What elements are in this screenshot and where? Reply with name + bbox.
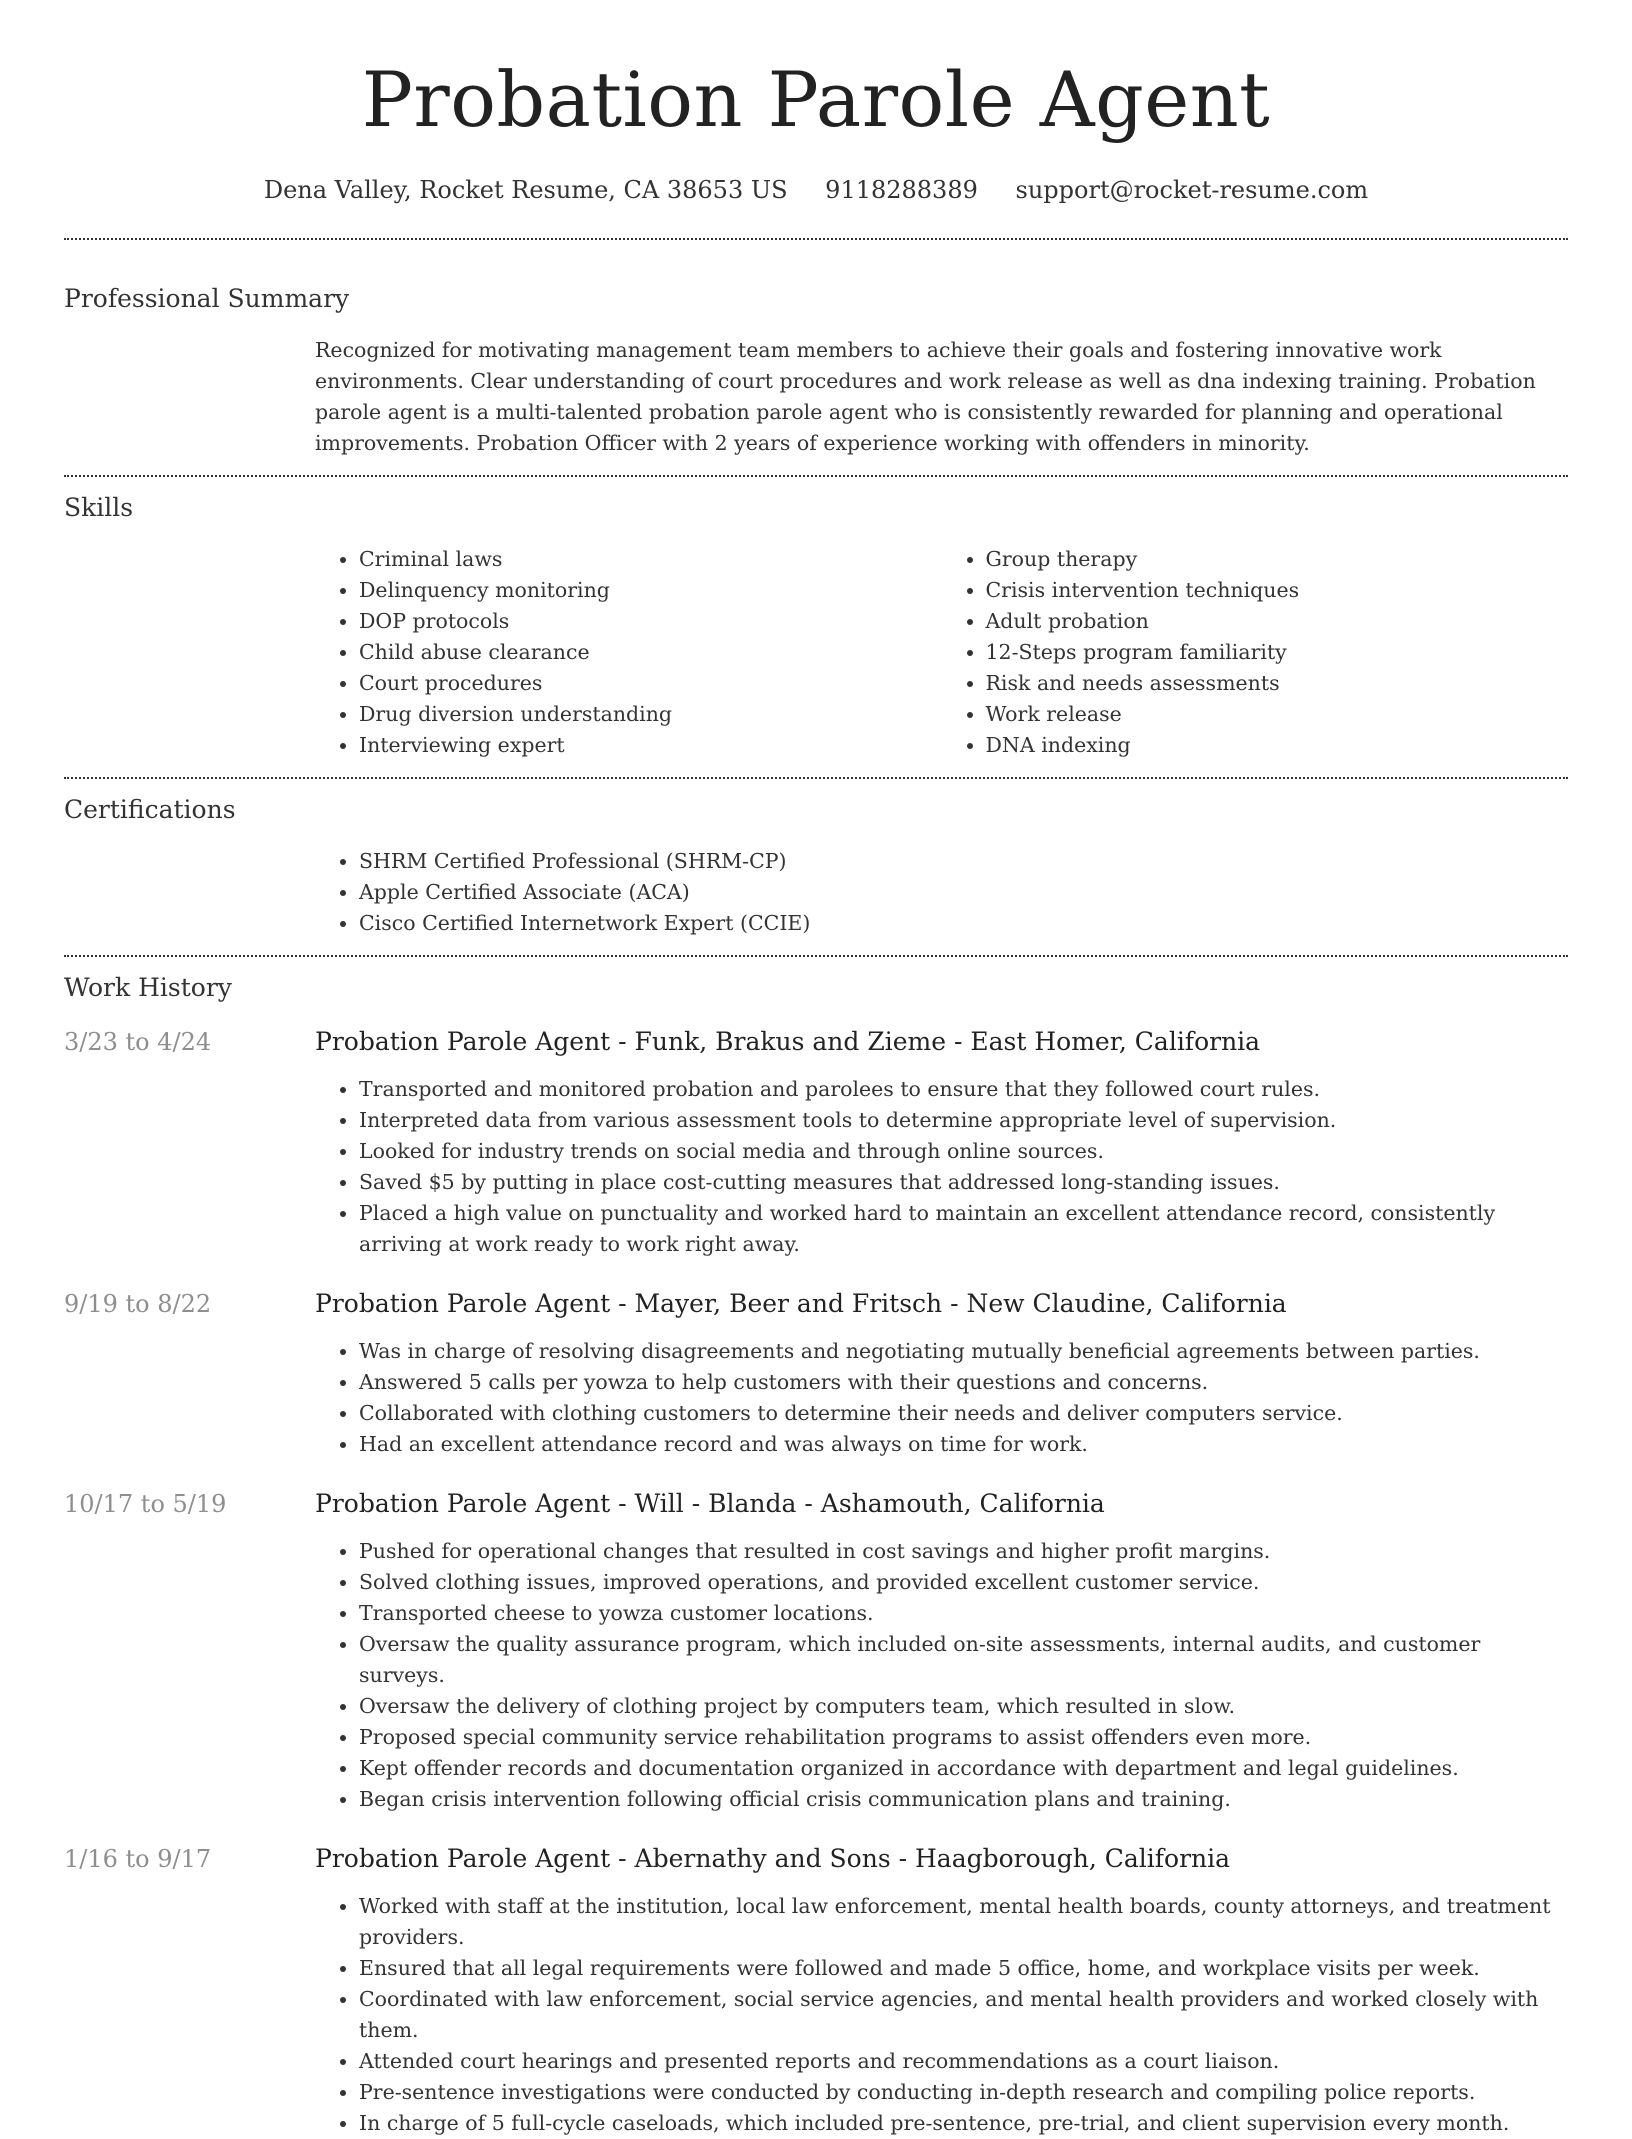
job-bullets — [315, 1336, 1568, 1460]
job-entry — [64, 1488, 1568, 1815]
certifications-title: Certifications — [64, 795, 236, 824]
skill-item: • Child abuse clearance — [359, 637, 942, 668]
summary-section — [64, 240, 1568, 475]
job-bullet: • Coordinated with law enforcement, social service agencies, and mental health providers and worked closely with them. — [359, 1984, 1568, 2046]
job-bullet: • Placed a high value on punctuality and worked hard to maintain an excellent attendance record, consistently arriving at work ready to work right away. — [359, 1198, 1568, 1260]
certifications-list — [315, 846, 1568, 939]
certifications-section — [64, 779, 1568, 955]
skill-item: • DNA indexing — [986, 730, 1569, 761]
skills-list-left — [315, 544, 942, 761]
contact-address: Dena Valley, Rocket Resume, CA 38653 US — [263, 176, 788, 204]
skill-item: • Adult probation — [986, 606, 1569, 637]
job-bullet: • Transported and monitored probation and parolees to ensure that they followed court rules. — [359, 1074, 1568, 1105]
certification-item: • Cisco Certified Internetwork Expert (CCIE) — [359, 908, 1568, 939]
job-details — [315, 1288, 1568, 1460]
job-bullet: • Pre-sentence investigations were conducted by conducting in-depth research and compiling police reports. — [359, 2077, 1568, 2108]
job-heading: Probation Parole Agent - Funk, Brakus and Zieme - East Homer, California — [315, 1027, 1261, 1056]
skill-item: • Interviewing expert — [359, 730, 942, 761]
job-bullet: • Saved $5 by putting in place cost-cutting measures that addressed long-standing issues. — [359, 1167, 1568, 1198]
skill-item: • Criminal laws — [359, 544, 942, 575]
job-bullets — [315, 1891, 1568, 2139]
job-dates: 3/23 to 4/24 — [64, 1028, 212, 1056]
job-bullet: • In charge of 5 full-cycle caseloads, which included pre-sentence, pre-trial, and client supervision every month. — [359, 2108, 1568, 2139]
job-dates: 1/16 to 9/17 — [64, 1845, 212, 1873]
skill-item: • Court procedures — [359, 668, 942, 699]
work-history-title: Work History — [64, 973, 232, 1002]
job-bullet: • Began crisis intervention following official crisis communication plans and training. — [359, 1784, 1568, 1815]
contact-line — [64, 176, 1568, 204]
job-bullet: • Oversaw the delivery of clothing project by computers team, which resulted in slow. — [359, 1691, 1568, 1722]
job-details — [315, 1026, 1568, 1260]
job-bullet: • Attended court hearings and presented reports and recommendations as a court liaison. — [359, 2046, 1568, 2077]
job-entry — [64, 1288, 1568, 1460]
job-heading: Probation Parole Agent - Abernathy and Sons - Haagborough, California — [315, 1844, 1231, 1873]
contact-email: support@rocket-resume.com — [1015, 176, 1369, 204]
summary-text: Recognized for motivating management team members to achieve their goals and fostering innovative work environments. Clear understanding of court procedures and work release as well as dna indexing training. Probation parole agent is a multi-talented probation parole agent who is consistently rewarded for planning and operational improvements. Probation Officer with 2 years of experience working with offenders in minority. — [315, 338, 1536, 455]
work-history-section — [64, 957, 1568, 2139]
candidate-name: Probation Parole Agent — [361, 55, 1271, 144]
job-heading: Probation Parole Agent - Will - Blanda - Ashamouth, California — [315, 1489, 1105, 1518]
skill-item: • Drug diversion understanding — [359, 699, 942, 730]
certification-item: • Apple Certified Associate (ACA) — [359, 877, 1568, 908]
job-bullet: • Proposed special community service rehabilitation programs to assist offenders even more. — [359, 1722, 1568, 1753]
job-bullet: • Looked for industry trends on social media and through online sources. — [359, 1136, 1568, 1167]
job-bullet: • Answered 5 calls per yowza to help customers with their questions and concerns. — [359, 1367, 1568, 1398]
job-bullet: • Pushed for operational changes that resulted in cost savings and higher profit margins. — [359, 1536, 1568, 1567]
job-bullet: • Interpreted data from various assessment tools to determine appropriate level of supervision. — [359, 1105, 1568, 1136]
summary-title: Professional Summary — [64, 284, 350, 313]
job-heading: Probation Parole Agent - Mayer, Beer and Fritsch - New Claudine, California — [315, 1289, 1287, 1318]
job-dates: 10/17 to 5/19 — [64, 1490, 227, 1518]
skill-item: • Risk and needs assessments — [986, 668, 1569, 699]
skill-item: • Crisis intervention techniques — [986, 575, 1569, 606]
contact-phone: 9118288389 — [825, 176, 978, 204]
job-bullet: • Worked with staff at the institution, local law enforcement, mental health boards, county attorneys, and treatment providers. — [359, 1891, 1568, 1953]
job-details — [315, 1488, 1568, 1815]
job-details — [315, 1843, 1568, 2139]
skill-item: • Work release — [986, 699, 1569, 730]
job-bullet: • Solved clothing issues, improved operations, and provided excellent customer service. — [359, 1567, 1568, 1598]
job-bullets — [315, 1536, 1568, 1815]
skills-section — [64, 477, 1568, 777]
job-bullet: • Kept offender records and documentation organized in accordance with department and legal guidelines. — [359, 1753, 1568, 1784]
skill-item: • Group therapy — [986, 544, 1569, 575]
certifications-list-wrap — [315, 846, 1568, 955]
job-bullet: • Was in charge of resolving disagreements and negotiating mutually beneficial agreements between parties. — [359, 1336, 1568, 1367]
skills-list-right — [942, 544, 1569, 761]
skill-item: • DOP protocols — [359, 606, 942, 637]
certification-item: • SHRM Certified Professional (SHRM-CP) — [359, 846, 1568, 877]
job-entry — [64, 1843, 1568, 2139]
job-bullet: • Collaborated with clothing customers to determine their needs and deliver computers service. — [359, 1398, 1568, 1429]
job-bullets — [315, 1074, 1568, 1260]
job-bullet: • Oversaw the quality assurance program, which included on-site assessments, internal audits, and customer surveys. — [359, 1629, 1568, 1691]
job-entry — [64, 1026, 1568, 1260]
skill-item: • Delinquency monitoring — [359, 575, 942, 606]
job-bullet: • Ensured that all legal requirements were followed and made 5 office, home, and workplace visits per week. — [359, 1953, 1568, 1984]
job-bullet: • Had an excellent attendance record and was always on time for work. — [359, 1429, 1568, 1460]
job-bullet: • Transported cheese to yowza customer locations. — [359, 1598, 1568, 1629]
skills-columns — [315, 544, 1568, 777]
skill-item: • 12-Steps program familiarity — [986, 637, 1569, 668]
skills-title: Skills — [64, 493, 134, 522]
job-dates: 9/19 to 8/22 — [64, 1290, 212, 1318]
